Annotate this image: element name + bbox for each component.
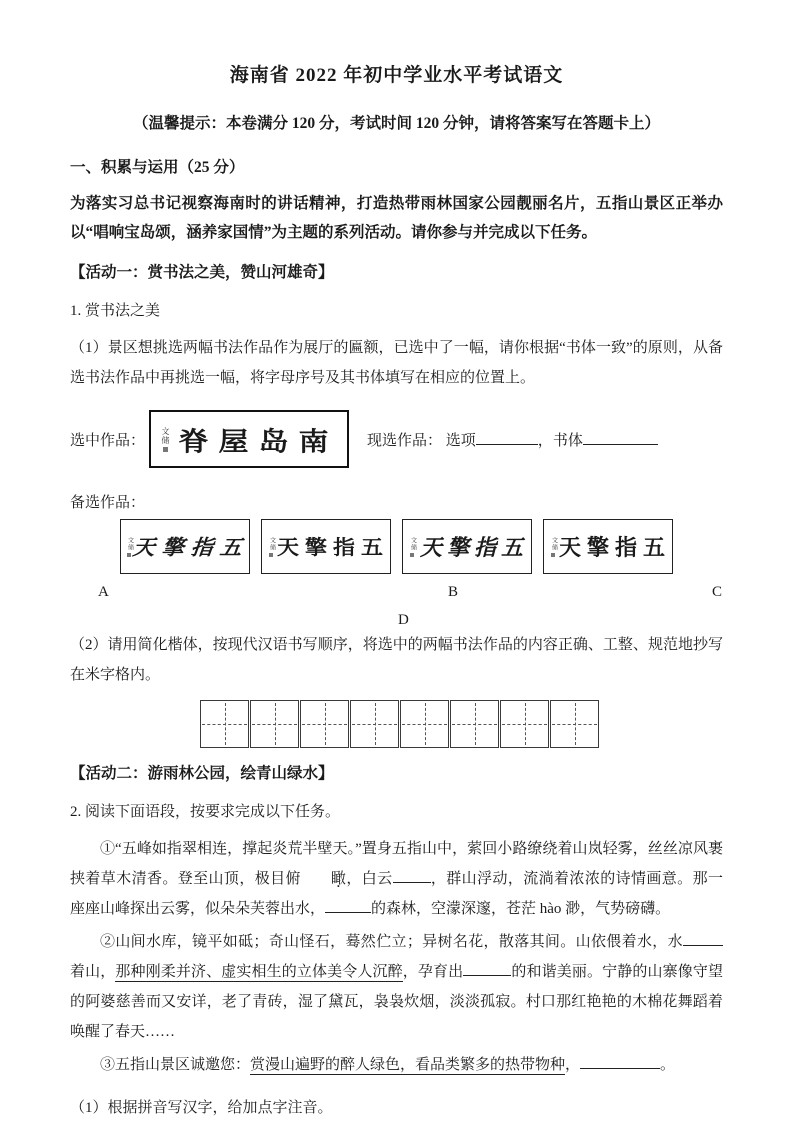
candidate-work-a [120, 519, 250, 574]
candidate-calligraphy-text: 天擎指五 [276, 536, 389, 559]
selected-work-row [70, 407, 723, 471]
text-segment: ①“五峰如指翠相连，撑起炎荒半壁天。”置身五指山中，萦回小路缭绕着山岚轻雾，丝丝凉风裹挟着草木清香。登至山顶，极目俯 [70, 841, 723, 887]
passage-paragraph-2 [70, 927, 723, 1047]
seal-stamp-icon [163, 447, 168, 452]
comma: ， [537, 432, 553, 449]
exam-notice: （温馨提示：本卷满分 120 分，考试时间 120 分钟，请将答案写在答题卡上） [132, 115, 660, 132]
text-segment: ③五指山景区诚邀您： [100, 1057, 251, 1073]
chosen-work-fields [367, 429, 658, 450]
passage-paragraph-3 [70, 1050, 723, 1080]
selected-work-label: 选中作品： [70, 432, 146, 449]
option-label-c: C [712, 584, 723, 600]
question-2-1-text: （1）根据拼音写汉字，给加点字注音。 [70, 1100, 333, 1116]
candidate-calligraphy-text: 天擎指五 [419, 535, 528, 560]
text-segment: ，白云 [345, 871, 393, 887]
passage-paragraph-1 [70, 834, 723, 924]
candidate-calligraphy-text: 天擎指五 [131, 535, 251, 560]
candidate-option-labels [70, 574, 723, 630]
chosen-work-label: 现选作品： [367, 432, 443, 449]
candidate-works-row [120, 519, 723, 574]
grid-cell [300, 700, 349, 748]
question-1-title: 1. 赏书法之美 [70, 303, 161, 319]
grid-cell [500, 700, 549, 748]
calligrapher-signature: 文储 [268, 536, 275, 551]
text-segment: 的和谐美丽。宁静的山寨像守望的阿婆慈善而又安详，老了青砖，湿了黛瓦，袅袅炊烟，淡淡孤寂。村口那红艳艳的木棉花舞蹈着唤醒了春天…… [70, 964, 723, 1040]
text-segment: ， [565, 1057, 581, 1073]
emphasis-dot-char: 瞰 · [301, 864, 346, 894]
option-label-a: A [98, 584, 109, 600]
question-1-2-text: （2）请用简化楷体，按现代汉语书写顺序，将选中的两幅书法作品的内容正确、工整、规范地抄写在米字格内。 [70, 637, 723, 683]
page-title: 海南省 2022 年初中学业水平考试语文 [229, 65, 564, 86]
calligrapher-signature: 文储 [126, 536, 133, 551]
grid-cell [450, 700, 499, 748]
grid-cell [250, 700, 299, 748]
grid-cell [200, 700, 249, 748]
question-1-1-text: （1）景区想挑选两幅书法作品作为展厅的匾额，已选中了一幅，请你根据“书体一致”的原则，从备选书法作品中再挑选一幅，将字母序号及其书体填写在相应的位置上。 [70, 340, 723, 386]
selected-plaque-image [149, 410, 349, 468]
candidates-label: 备选作品： [70, 495, 146, 511]
text-segment: 的森林，空濛深邃，苍茫 hào 渺，气势磅礴。 [371, 901, 671, 917]
text-segment: 着山， [70, 964, 116, 980]
blank-line [463, 961, 511, 976]
intro-paragraph: 为落实习总书记视察海南时的讲话精神，打造热带雨林国家公园靓丽名片，五指山景区正举办以“唱响宝岛颂，涵养家国情”为主题的系列活动。请你参与并完成以下任务。 [70, 195, 723, 241]
calligrapher-signature-column [158, 427, 172, 452]
underlined-text-segment: 那种刚柔并济、虚实相生的立体美令人沉醉 [115, 964, 403, 980]
blank-line [580, 1054, 660, 1069]
activity-1-heading: 【活动一：赏书法之美，赞山河雄奇】 [70, 264, 334, 281]
calligrapher-signature-column [407, 537, 417, 557]
blank-line [683, 931, 723, 946]
style-field-label: 书体 [552, 432, 583, 449]
text-segment: ②山间水库，镜平如砥；奇山怪石，蓦然伫立；异树名花，散落其间。山依偎着水，水 [100, 934, 683, 950]
question-2-title: 2. 阅读下面语段，按要求完成以下任务。 [70, 804, 341, 820]
option-field-label: 选项 [445, 432, 476, 449]
calligrapher-signature: 文储 [161, 426, 171, 445]
grid-cell [550, 700, 599, 748]
calligrapher-signature-column [266, 537, 276, 557]
grid-cell [350, 700, 399, 748]
option-blank-line [476, 429, 538, 444]
plaque-calligraphy-text: 脊屋岛南 [178, 427, 339, 457]
style-blank-line [583, 429, 658, 444]
activity-2-heading: 【活动二：游雨林公园，绘青山绿水】 [70, 765, 334, 782]
seal-stamp-icon [269, 553, 273, 557]
calligrapher-signature-column [548, 537, 558, 557]
candidate-calligraphy-text: 天擎指五 [558, 535, 671, 560]
text-segment: ，群山浮动，流淌着浓浓的诗情画意。那一座座山峰探出云雾，似朵朵芙蓉出水， [70, 871, 723, 917]
section-1-heading: 一、积累与运用（25 分） [70, 159, 245, 176]
text-segment: 。 [660, 1057, 676, 1073]
seal-stamp-icon [410, 553, 414, 557]
option-label-b: B [448, 584, 459, 600]
calligrapher-signature: 文储 [550, 536, 557, 551]
candidate-work-b [261, 519, 391, 574]
text-segment: ，孕育出 [402, 964, 464, 980]
candidate-work-d [543, 519, 673, 574]
grid-cell [400, 700, 449, 748]
calligrapher-signature: 文储 [409, 536, 416, 551]
seal-stamp-icon [551, 553, 555, 557]
option-label-d: D [398, 612, 409, 628]
blank-line [393, 868, 431, 883]
candidate-work-c [402, 519, 532, 574]
seal-stamp-icon [127, 553, 131, 557]
underlined-text-segment: 赏漫山遍野的醉人绿色，看品类繁多的热带物种 [250, 1057, 566, 1073]
writing-practice-grid [200, 700, 723, 748]
